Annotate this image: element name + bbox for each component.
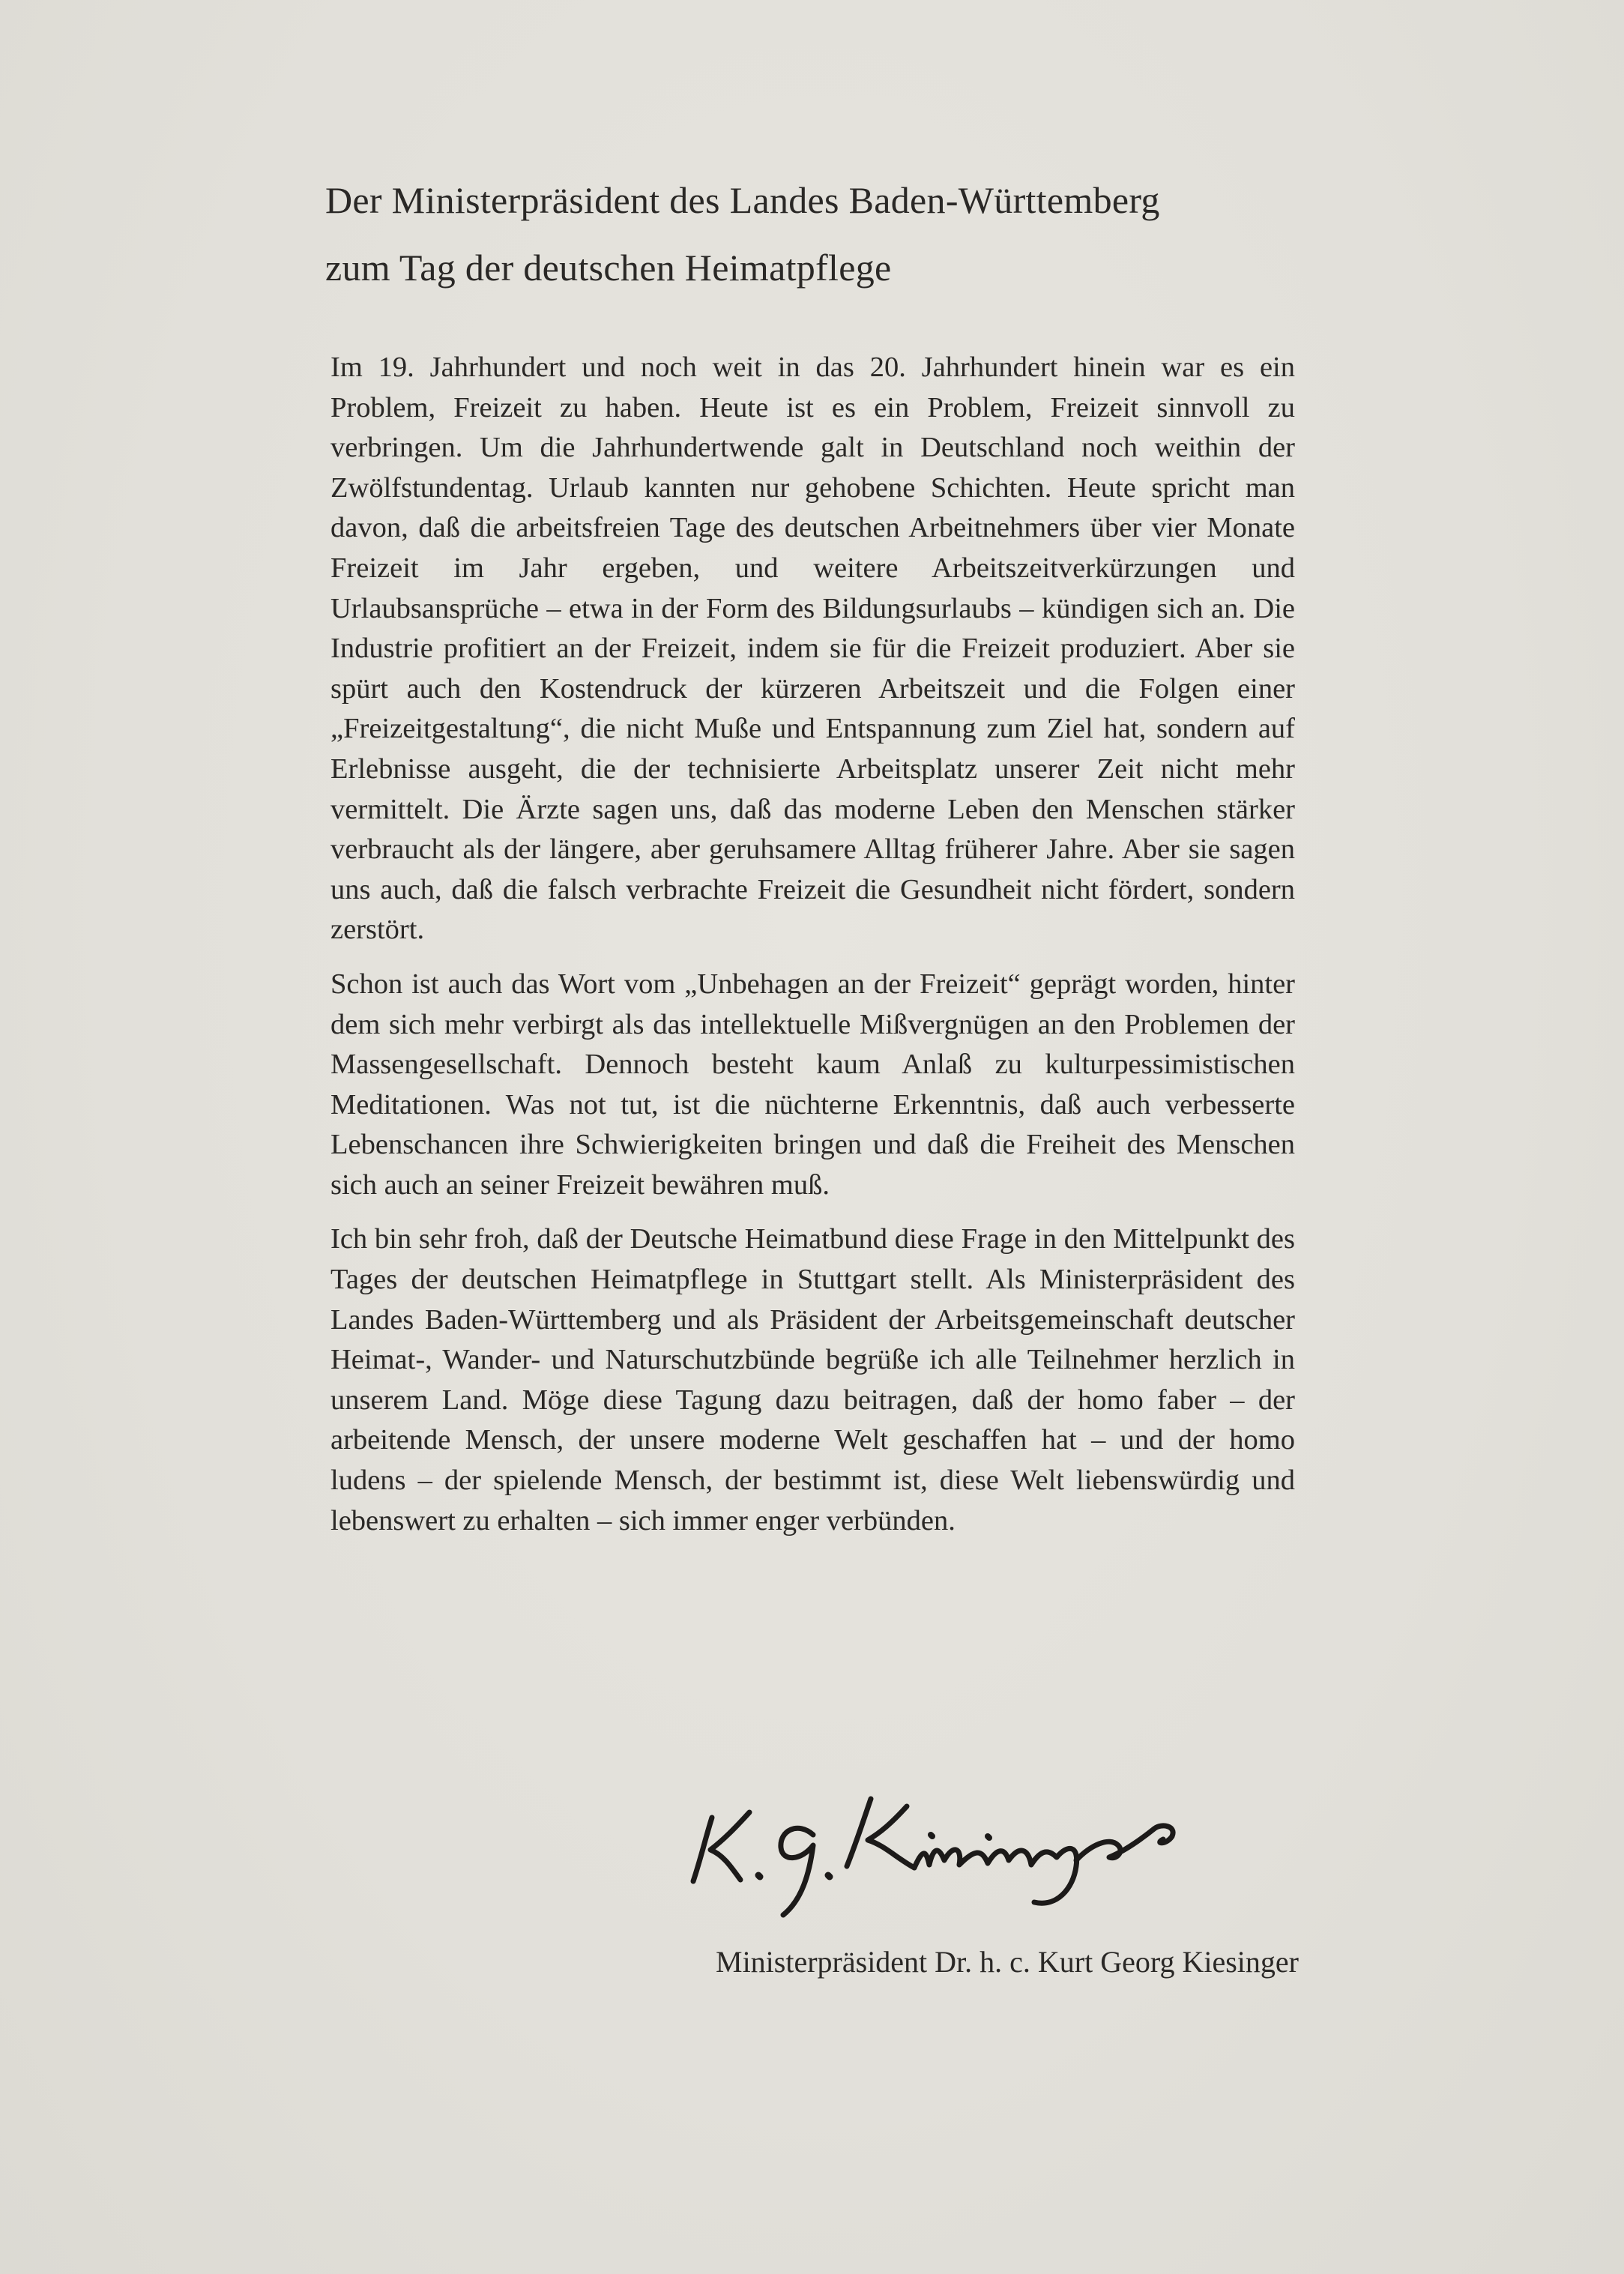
body-text: [330, 348, 1295, 1555]
paragraph-2: Schon ist auch das Wort vom „Unbehagen an der Freizeit“ geprägt worden, hinter dem sich mehr verbirgt als das intellektuelle Mißvergnügen an den Problemen der Massengesellschaft. Dennoch besteht kaum Anlaß zu kulturpessimistischen Meditationen. Was not tut, ist die nüchterne Erkenntnis, daß auch verbesserte Lebenschancen ihre Schwierigkeiten bringen und daß die Freiheit des Menschen sich auch an seiner Freizeit bewähren muß.: [330, 968, 1295, 1201]
document-title-line-2: zum Tag der deutschen Heimatpflege: [325, 247, 892, 289]
title-block: [325, 166, 1299, 301]
paragraph-3: Ich bin sehr froh, daß der Deutsche Heimatbund diese Frage in den Mittelpunkt des Tages der deutschen Heimatpflege in Stuttgart stellt. Als Ministerpräsident des Landes Baden-Württemberg und als Präsident der Arbeitsgemeinschaft deutscher Heimat-, Wander- und Naturschutzbünde begrüße ich alle Teilnehmer herzlich in unserem Land. Möge diese Tagung dazu beitragen, daß der homo faber – der arbeitende Mensch, der unsere moderne Welt geschaffen hat – und der homo ludens – der spielende Mensch, der bestimmt ist, diese Welt liebenswürdig und lebenswert zu erhalten – sich immer enger verbünden.: [330, 1223, 1295, 1536]
document-title-line-1: Der Ministerpräsident des Landes Baden-Württemberg: [325, 179, 1160, 221]
signature-drawing: [659, 1776, 1259, 1926]
handwritten-signature: [659, 1776, 1259, 1926]
paragraph-1: Im 19. Jahrhundert und noch weit in das 20. Jahrhundert hinein war es ein Problem, Freizeit zu haben. Heute ist es ein Problem, Freizeit sinnvoll zu verbringen. Um die Jahrhundertwende galt in Deutschland noch weithin der Zwölfstundentag. Urlaub kannten nur gehobene Schichten. Heute spricht man davon, daß die arbeitsfreien Tage des deutschen Arbeitnehmers über vier Monate Freizeit im Jahr ergeben, und weitere Arbeitszeitverkürzungen und Urlaubsansprüche – etwa in der Form des Bildungsurlaubs – kündigen sich an. Die Industrie profitiert an der Freizeit, indem sie für die Freizeit produziert. Aber sie spürt auch den Kostendruck der kürzeren Arbeitszeit und die Folgen einer „Freizeitgestaltung“, die nicht Muße und Entspannung zum Ziel hat, sondern auf Erlebnisse ausgeht, die der technisierte Arbeitsplatz unserer Zeit nicht mehr vermittelt. Die Ärzte sagen uns, daß das moderne Leben den Menschen stärker verbraucht als der längere, aber geruhsamere Alltag früherer Jahre. Aber sie sagen uns auch, daß die falsch verbrachte Freizeit die Gesundheit nicht fördert, sondern zerstört.: [330, 352, 1295, 946]
signer-name: Ministerpräsident Dr. h. c. Kurt Georg Kiesinger: [716, 1945, 1299, 1979]
